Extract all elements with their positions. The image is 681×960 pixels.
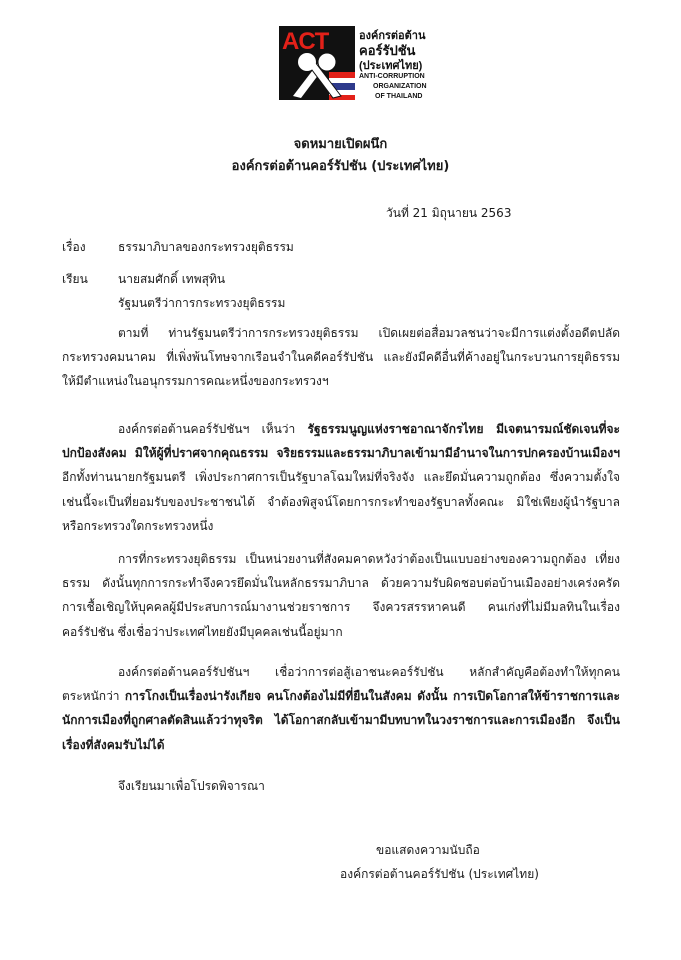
- letter-title: จดหมายเปิดผนึก: [293, 137, 388, 152]
- act-logo: [279, 26, 429, 104]
- paragraph-4: [62, 660, 620, 757]
- recipient-label: เรียน: [62, 272, 88, 286]
- logo-emblem: [279, 26, 355, 100]
- signature-organization: องค์กรต่อต้านคอร์รัปชัน (ประเทศไทย): [340, 867, 539, 881]
- signature-regards: ขอแสดงความนับถือ: [376, 843, 480, 857]
- logo-thai-line3: (ประเทศไทย): [359, 60, 423, 72]
- paragraph-1-text: ตามที่ ท่านรัฐมนตรีว่าการกระทรวงยุติธรรม เปิดเผยต่อสื่อมวลชนว่าจะมีการแต่งตั้งอดีตปลัดกระทรวงคมนาคม ที่เพิ่งพ้นโทษจากเรือนจำในคดีคอร์รัปชัน และยังมีคดีอื่นที่ค้างอยู่ในกระบวนการยุติธรรมให้มีตำแหน่งในอนุกรรมการคณะหนึ่งของกระทรวงฯ: [62, 326, 620, 389]
- logo-english-line3: OF THAILAND: [375, 93, 423, 100]
- letter-date: วันที่ 21 มิถุนายน 2563: [386, 206, 512, 220]
- closing-line: จึงเรียนมาเพื่อโปรดพิจารณา: [118, 779, 265, 793]
- paragraph-4-intro: องค์กรต่อต้านคอร์รัปชันฯ เชื่อว่าการต่อสู้เอาชนะคอร์รัปชัน หลักสำคัญคือต้องทำให้ทุกคนตระหนักว่า: [62, 665, 620, 704]
- paragraph-3: [62, 547, 620, 644]
- paragraph-2-rest: อีกทั้งท่านนายกรัฐมนตรี เพิ่งประกาศการเป็นรัฐบาลโฉมใหม่ที่จริงจัง และยึดมั่นความถูกต้อง ซึ่งความตั้งใจเช่นนี้จะเป็นที่ยอมรับของประชาชนได้ จำต้องพิสูจน์โดยการกระทำของรัฐบาลทั้งคณะ มิใช่เพียงผู้นำรัฐบาลหรือกระทรวงใดกระทรวงหนึ่ง: [62, 470, 620, 533]
- paragraph-4-bold: การโกงเป็นเรื่องน่ารังเกียจ คนโกงต้องไม่มีที่ยืนในสังคม ดังนั้น การเปิดโอกาสให้ข้าราชการและนักการเมืองที่ถูกศาลตัดสินแล้วว่าทุจริต ได้โอกาสกลับเข้ามามีบทบาทในวงราชการและการเมืองอีก จึงเป็นเรื่องที่สังคมรับไม่ได้: [62, 689, 620, 752]
- paragraph-2: [62, 417, 620, 538]
- paragraph-2-intro: องค์กรต่อต้านคอร์รัปชันฯ เห็นว่า: [118, 422, 308, 436]
- recipient-name: นายสมศักดิ์ เทพสุทิน: [118, 272, 226, 286]
- logo-english-line1: ANTI-CORRUPTION: [359, 73, 425, 80]
- paragraph-3-text: การที่กระทรวงยุติธรรม เป็นหน่วยงานที่สังคมคาดหวังว่าต้องเป็นแบบอย่างของความถูกต้อง เที่ยงธรรม ดังนั้นทุกการกระทำจึงควรยึดมั่นในหลักธรรมาภิบาล ด้วยความรับผิดชอบต่อบ้านเมืองอย่างเคร่งครัด การเชื้อเชิญให้บุคคลผู้มีประสบการณ์มางานช่วยราชการ จึงควรสรรหาคนดี คนเก่งที่ไม่มีมลทินในเรื่องคอร์รัปชัน ซึ่งเชื่อว่าประเทศไทยยังมีบุคคลเช่นนี้อยู่มาก: [62, 552, 620, 639]
- logo-thai-line2: คอร์รัปชัน: [359, 43, 416, 58]
- logo-english-line2: ORGANIZATION: [373, 83, 427, 90]
- recipient-position: รัฐมนตรีว่าการกระทรวงยุติธรรม: [118, 296, 286, 310]
- paragraph-1: [62, 321, 620, 394]
- subject-label: เรื่อง: [62, 240, 86, 254]
- letter-organization: องค์กรต่อต้านคอร์รัปชัน (ประเทศไทย): [231, 159, 450, 174]
- logo-act-text: ACT: [282, 28, 329, 55]
- paragraph-2-bold: รัฐธรรมนูญแห่งราชอาณาจักรไทย มีเจตนารมณ์ชัดเจนที่จะปกป้องสังคม มิให้ผู้ที่ปราศจากคุณธรรม จริยธรรมและธรรมาภิบาลเข้ามามีอำนาจในการปกครองบ้านเมืองฯ: [62, 422, 620, 461]
- subject-value: ธรรมาภิบาลของกระทรวงยุติธรรม: [118, 240, 294, 254]
- logo-thai-line1: องค์กรต่อต้าน: [359, 30, 426, 42]
